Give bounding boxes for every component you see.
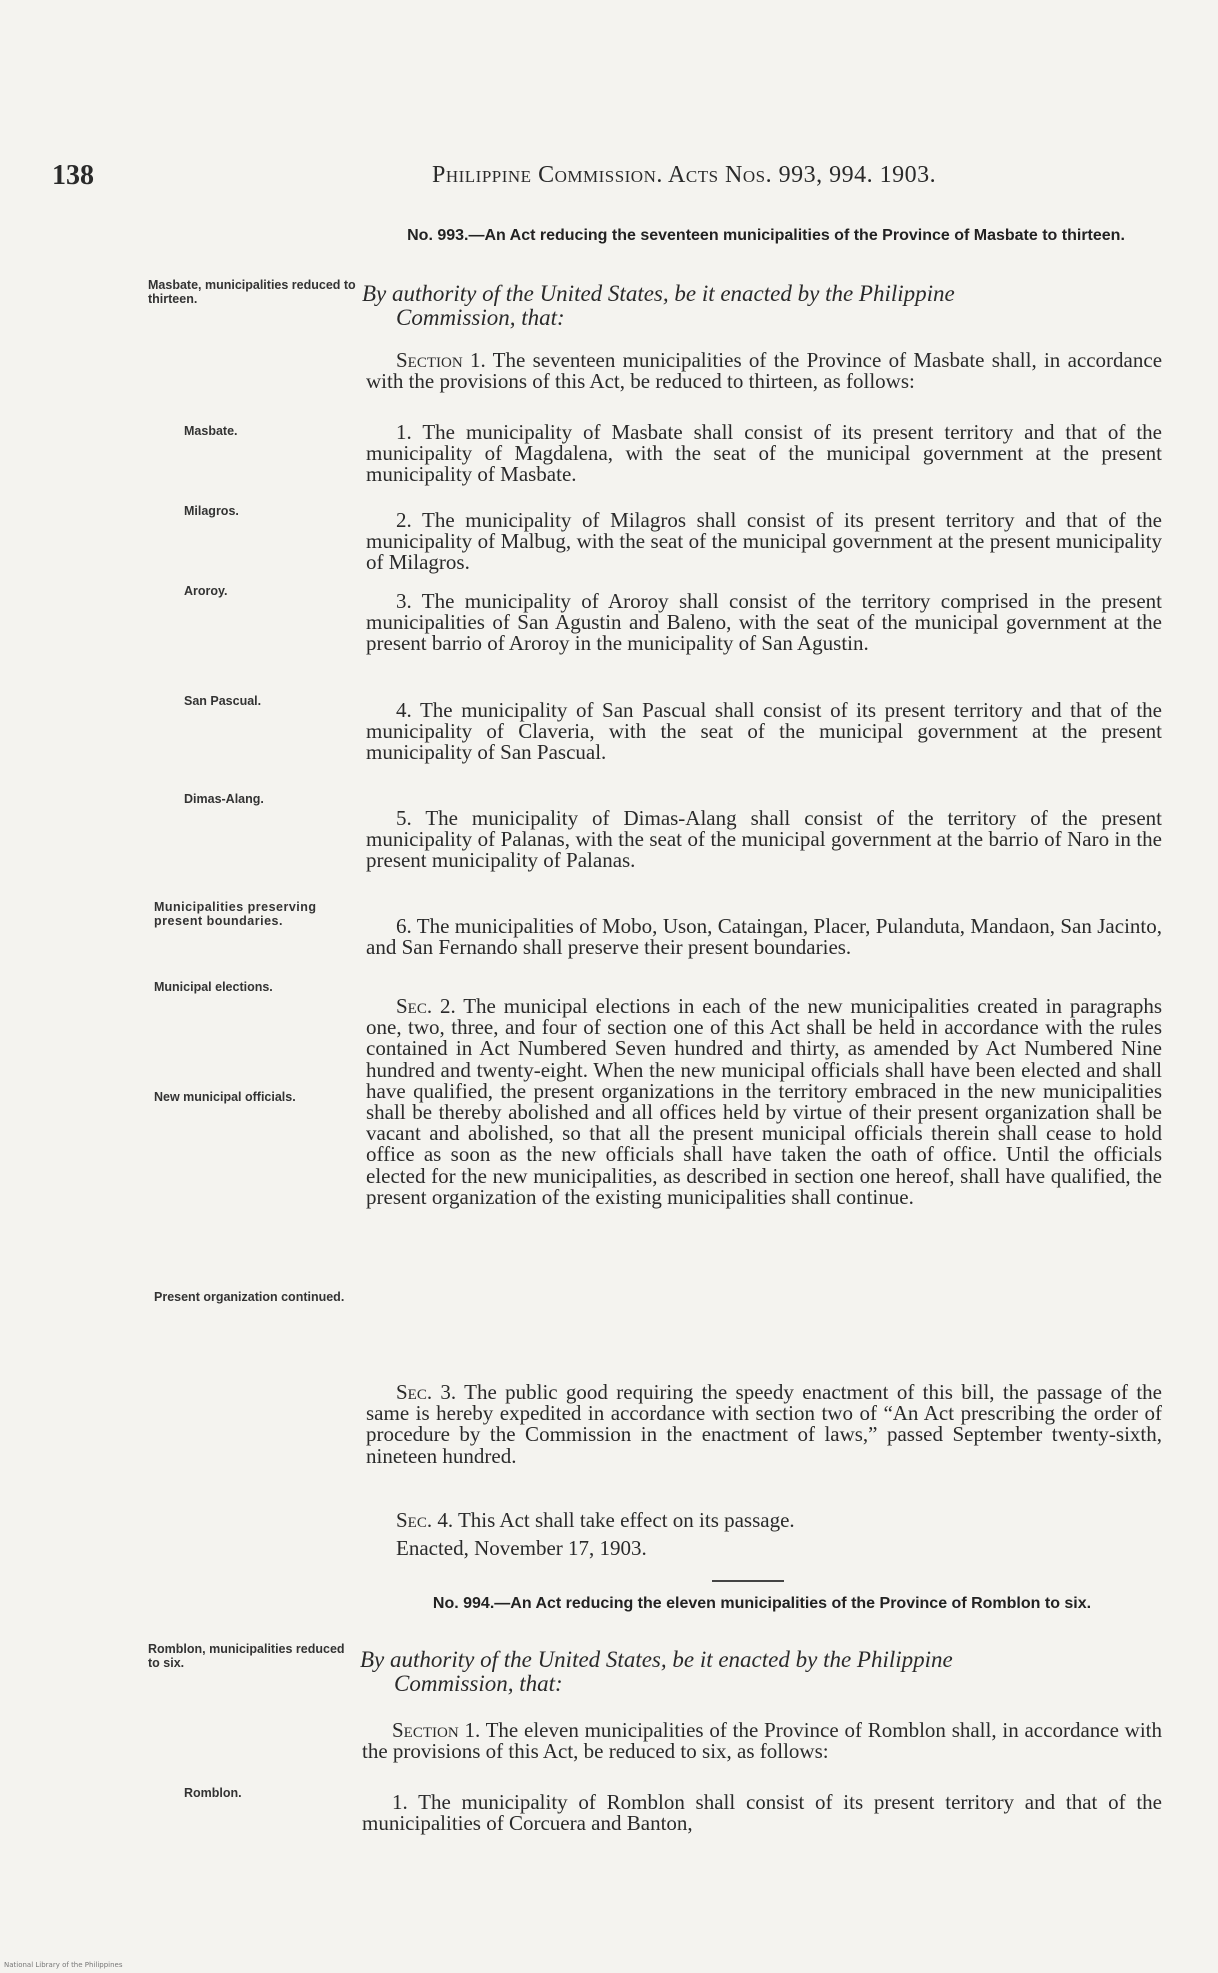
margin-note: New municipal officials. [154,1090,296,1104]
running-head: Philippine Commission. Acts Nos. 993, 994. 1903. [432,162,937,188]
margin-note: Romblon. [184,1786,242,1800]
margin-note: Municipalities preserving present boundaries. [154,900,317,928]
act-994-enacting-clause: By authority of the United States, be it enacted by the Philippine Commission, that: [360,1647,953,1696]
act-994-section-1: Section 1. The eleven municipalities of the Province of Romblon shall, in accordance with the provisions of this Act, be reduced to six, as follows: [362,1718,1163,1764]
act-993-paragraph-3: 3. The municipality of Aroroy shall consist of the territory comprised in the present municipalities of San Agustin and Baleno, with the seat of the municipal government at the present barrio of Aroroy in the municipality of San Agustin. [366,589,1162,656]
margin-note: Masbate. [184,424,238,438]
page-number: 138 [52,160,94,191]
margin-note: San Pascual. [184,694,262,708]
margin-note: Masbate, municipalities reduced to thirteen. [148,278,356,306]
act-993-paragraph-6: 6. The municipalities of Mobo, Uson, Cataingan, Placer, Pulanduta, Mandaon, San Jacinto, and San Fernando shall preserve their present boundaries. [366,914,1162,960]
act-994-heading: No. 994.—An Act reducing the eleven municipalities of the Province of Romblon to six. [432,1595,1092,1612]
act-993-section-1: Section 1. The seventeen municipalities of the Province of Masbate shall, in accordance with the provisions of this Act, be reduced to thirteen, as follows: [366,348,1163,394]
act-994-paragraph-1: 1. The municipality of Romblon shall consist of its present territory and that of the municipalities of Corcuera and Banton, [362,1790,1162,1836]
margin-note: Romblon, municipalities reduced to six. [148,1642,345,1670]
margin-note: Present organization continued. [154,1290,345,1304]
margin-note: Dimas-Alang. [184,792,264,806]
act-993-section-4: Sec. 4. This Act shall take effect on its passage. [396,1508,795,1532]
act-993-section-3: Sec. 3. The public good requiring the speedy enactment of this bill, the passage of the same is hereby expedited in accordance with section two of “An Act prescribing the order of procedure by the Commission in the enactment of laws,” passed September twenty-sixth, nineteen hundred. [366,1380,1162,1468]
margin-note: Aroroy. [184,584,228,598]
act-993-enacted-date: Enacted, November 17, 1903. [396,1536,647,1560]
margin-note: Milagros. [184,504,239,518]
scan-footer: National Library of the Philippines [4,1961,123,1969]
section-divider [712,1580,784,1582]
margin-note: Municipal elections. [154,980,273,994]
act-993-paragraph-4: 4. The municipality of San Pascual shall consist of its present territory and that of the municipality of Claveria, with the seat of the municipal government at the present municipality of San Pascual. [366,698,1162,765]
act-993-enacting-clause: By authority of the United States, be it enacted by the Philippine Commission, that: [362,281,955,330]
act-993-section-2: Sec. 2. The municipal elections in each of the new municipalities created in paragraphs one, two, three, and four of section one of this Act shall be held in accordance with the rules contained in Act Numbered Seven hundred and thirty, as amended by Act Numbered Nine hundred and twenty-eight. When the new municipal officials shall have been elected and shall have qualified, the present organizations in the territory embraced in the new municipalities shall be thereby abolished and all offices held by virtue of their present organization shall be vacant and abolished, so that all the present municipal officials therein shall cease to hold office as soon as the new officials shall have taken the oath of office. Until the officials elected for the new municipalities, as described in section one hereof, shall have qualified, the present organization of the existing municipalities shall continue. [366,994,1162,1209]
act-993-heading: No. 993.—An Act reducing the seventeen municipalities of the Province of Masbate to thirteen. [407,227,1125,244]
act-993-paragraph-1: 1. The municipality of Masbate shall consist of its present territory and that of the municipality of Magdalena, with the seat of the municipal government at the present municipality of Masbate. [366,420,1162,487]
act-993-paragraph-2: 2. The municipality of Milagros shall consist of its present territory and that of the municipality of Malbug, with the seat of the municipal government at the present municipality of Milagros. [366,508,1162,575]
act-993-paragraph-5: 5. The municipality of Dimas-Alang shall consist of the territory of the present municipality of Palanas, with the seat of the municipal government at the barrio of Naro in the present municipality of Palanas. [366,806,1162,873]
